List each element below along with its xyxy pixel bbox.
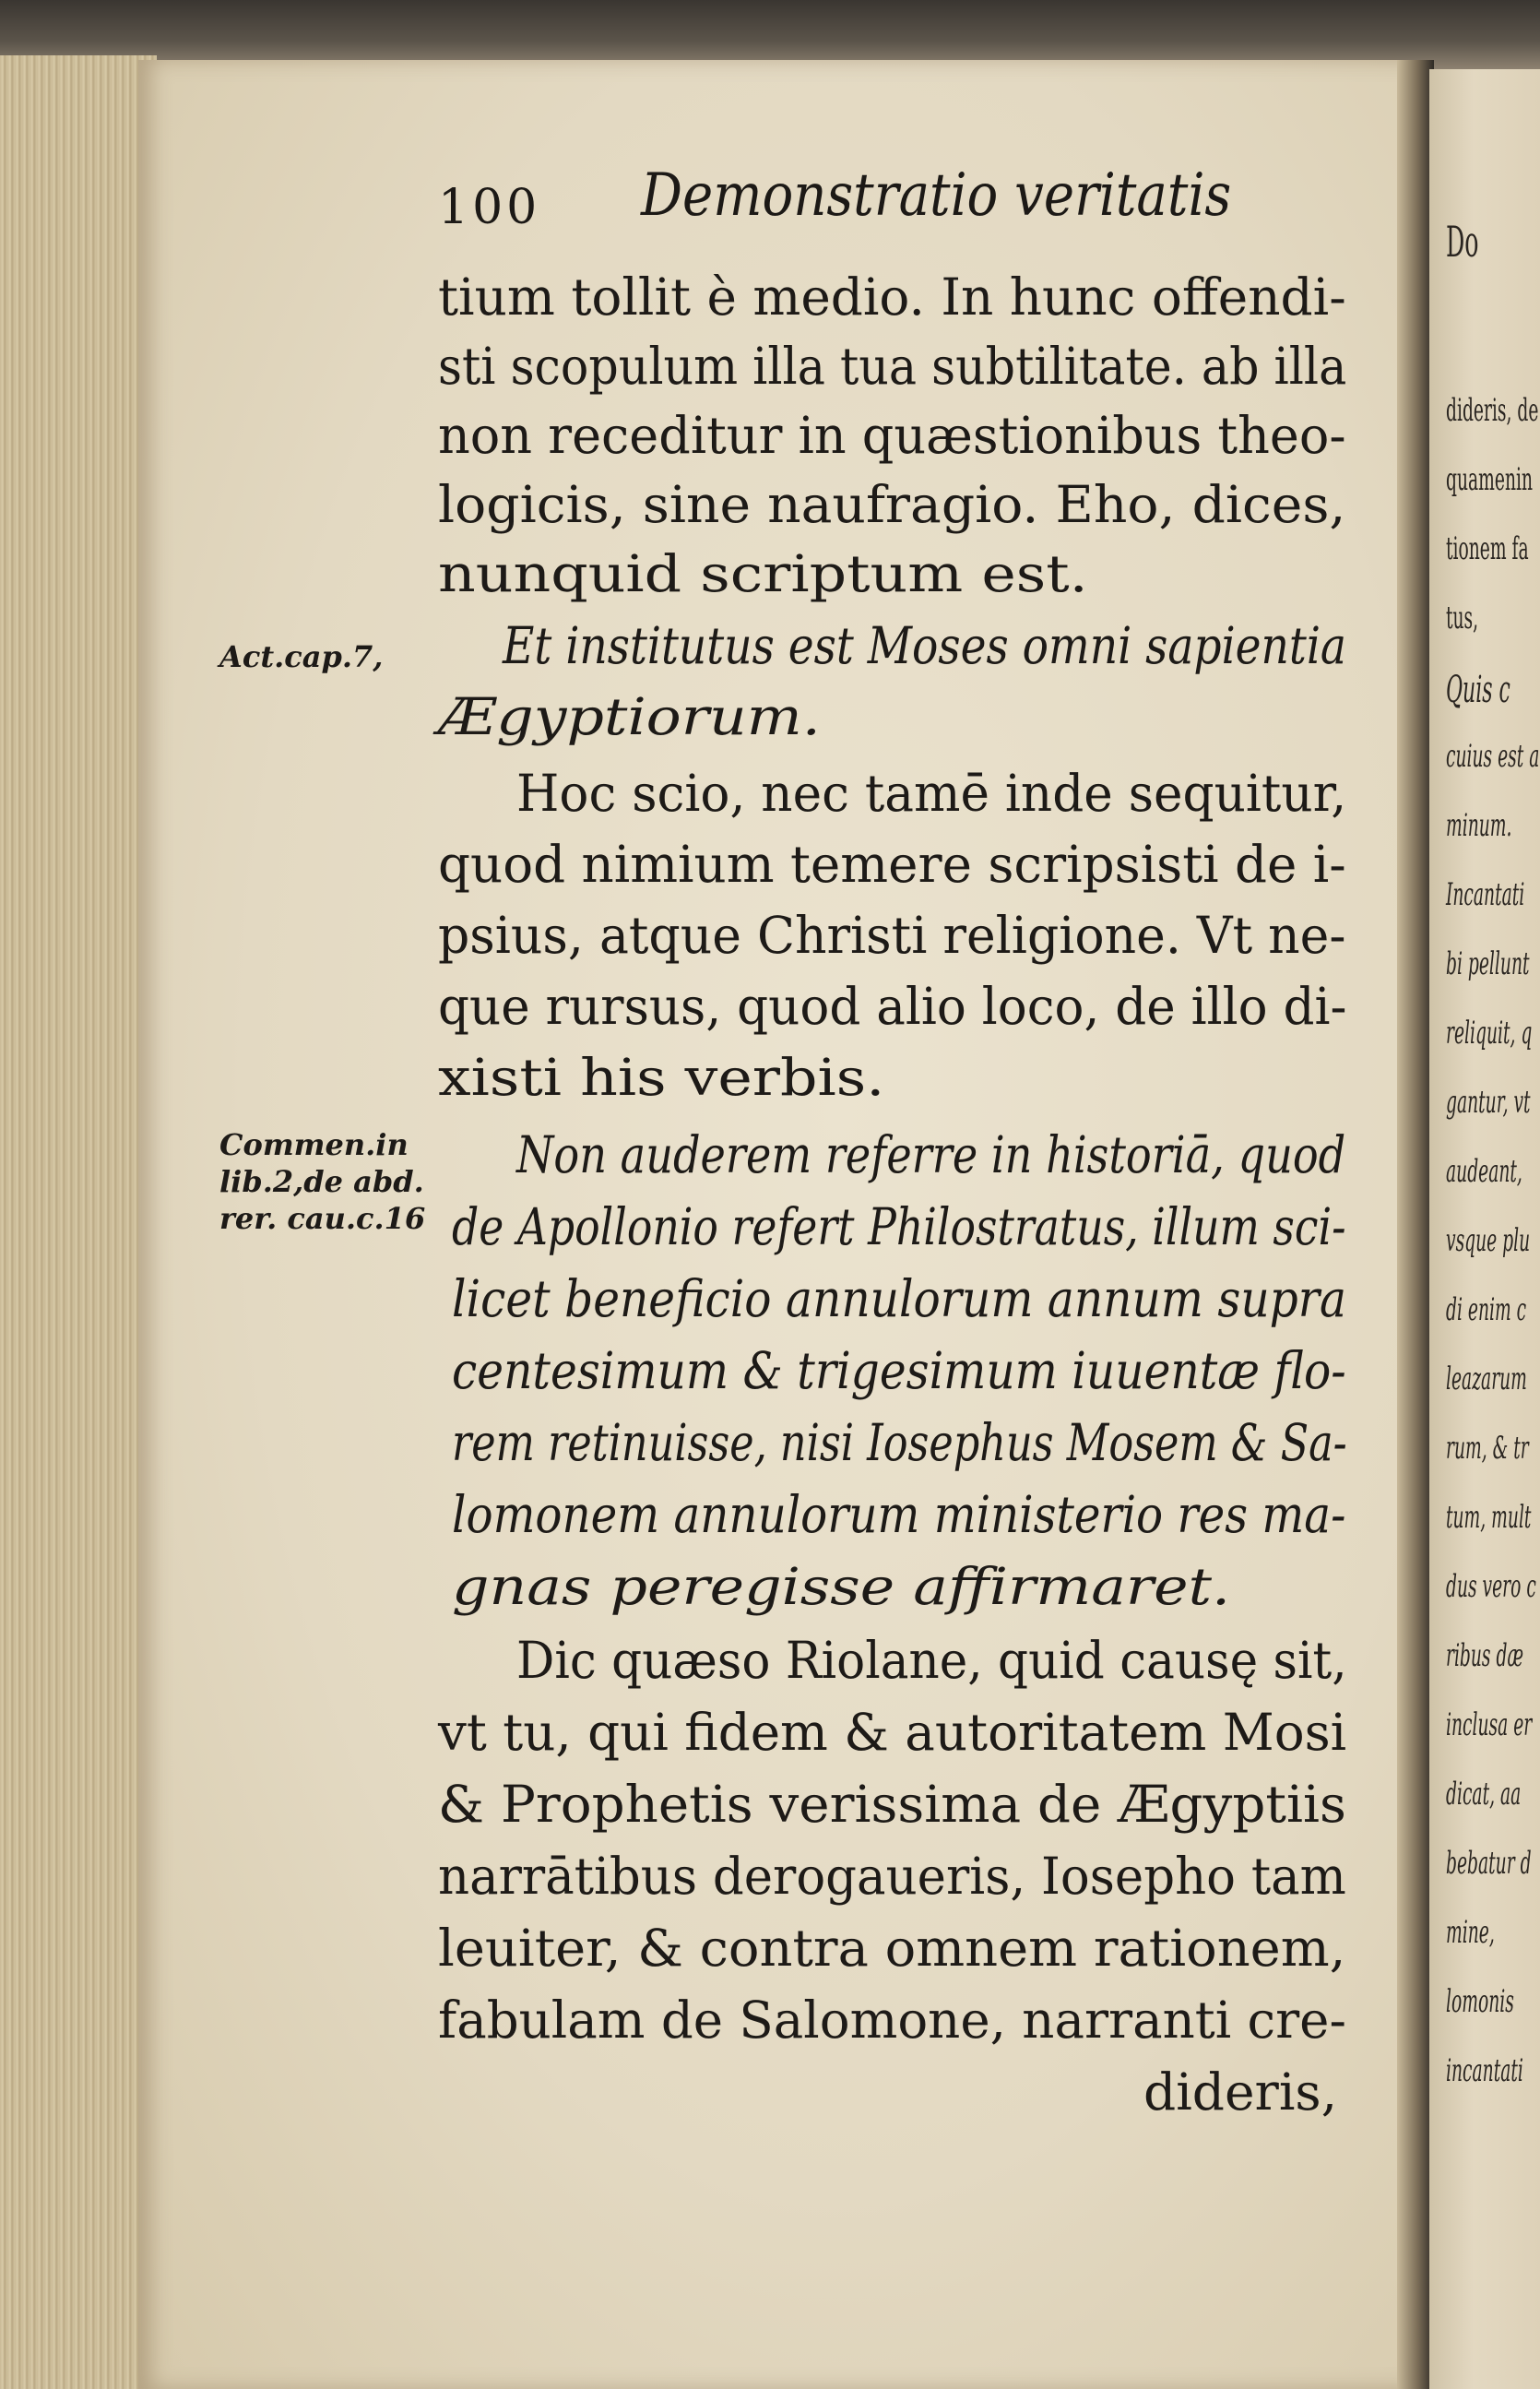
facing-line: inclusa er — [1446, 1706, 1533, 1743]
book-gutter — [1397, 60, 1434, 2389]
facing-line: lomonis — [1446, 1983, 1514, 2020]
facing-line: reliquit, q — [1446, 1015, 1533, 1052]
margin-note: rer. cau.c.16 — [219, 1201, 426, 1236]
text-line: & Prophetis verissima de Ægyptiis — [438, 1775, 1346, 1834]
facing-line: dideris, de — [1446, 392, 1539, 429]
margin-note: Commen.in — [219, 1127, 409, 1162]
text-line: vt tu, qui fidem & autoritatem Mosi — [438, 1703, 1347, 1762]
facing-line: di enim c — [1446, 1291, 1527, 1328]
text-line: leuiter, & contra omnem rationem, — [438, 1919, 1346, 1978]
text-line: non receditur in quæstionibus theo- — [438, 406, 1346, 465]
text-line: psius, atque Christi religione. Vt ne- — [438, 906, 1346, 965]
facing-line: Do — [1446, 217, 1479, 267]
quotation-line: lomonem annulorum ministerio res ma- — [452, 1485, 1346, 1544]
facing-line: incantati — [1446, 2052, 1523, 2089]
quotation-line: de Apollonio refert Philostratus, illum sci- — [452, 1197, 1346, 1256]
facing-line: audeant, — [1446, 1153, 1522, 1190]
text-line: logicis, sine naufragio. Eho, dices, — [438, 475, 1346, 534]
facing-line: mine, — [1446, 1914, 1495, 1951]
running-head: Demonstratio veritatis — [641, 161, 1232, 230]
facing-line: bebatur d — [1446, 1845, 1532, 1882]
margin-note: lib.2,de abd. — [219, 1164, 424, 1199]
quotation-line: gnas peregisse affirmaret. — [452, 1557, 1231, 1616]
margin-note: Act.cap.7, — [219, 639, 384, 674]
quotation-line: Non auderem referre in historiā, quod — [516, 1125, 1346, 1184]
text-line: fabulam de Salomone, narranti cre- — [438, 1991, 1346, 2050]
stacked-page-edges — [0, 55, 157, 2389]
text-line: dideris, — [1143, 2062, 1338, 2122]
facing-line: dus vero c — [1446, 1568, 1536, 1605]
text-line: Dic quæso Riolane, quid causę sit, — [516, 1631, 1347, 1690]
quotation-line: rem retinuisse, nisi Iosephus Mosem & Sa- — [452, 1413, 1347, 1472]
facing-line: minum. — [1446, 807, 1512, 844]
facing-line: cuius est a — [1446, 738, 1540, 775]
facing-line: vsque plu — [1446, 1222, 1531, 1259]
text-line: Hoc scio, nec tamē inde sequitur, — [516, 764, 1347, 823]
facing-line: ribus dæ — [1446, 1637, 1524, 1674]
quotation-line: Ægyptiorum. — [438, 687, 821, 746]
facing-line: tionem fa — [1446, 530, 1529, 567]
quotation-line: licet beneficio annulorum annum supra — [452, 1269, 1346, 1328]
facing-line: Incantati — [1446, 876, 1525, 913]
text-line: tium tollit è medio. In hunc offendi- — [438, 267, 1346, 327]
quotation-line: Et institutus est Moses omni sapientia — [503, 616, 1347, 675]
text-line: nunquid scriptum est. — [438, 544, 1088, 603]
text-line: narrātibus derogaueris, Iosepho tam — [438, 1847, 1346, 1906]
quotation-line: centesimum & trigesimum iuuentæ flo- — [452, 1341, 1346, 1400]
facing-line: Quis c — [1446, 669, 1510, 711]
text-line: sti scopulum illa tua subtilitate. ab illa — [438, 337, 1347, 396]
facing-line: leazarum — [1446, 1361, 1527, 1397]
facing-line: tus, — [1446, 600, 1479, 636]
facing-line: gantur, vt — [1446, 1084, 1531, 1121]
book-top-shadow — [0, 0, 1540, 69]
facing-line: rum, & tr — [1446, 1430, 1529, 1467]
facing-line: bi pellunt — [1446, 945, 1530, 982]
page-header — [438, 161, 1360, 244]
facing-line: quamenin — [1446, 461, 1534, 498]
text-line: xisti his verbis. — [438, 1048, 885, 1107]
facing-line: tum, mult — [1446, 1499, 1532, 1536]
page-number: 100 — [438, 180, 541, 235]
text-line: que rursus, quod alio loco, de illo di- — [438, 977, 1347, 1036]
recto-page-edge — [1429, 69, 1540, 2389]
facing-line: dicat, aa — [1446, 1776, 1522, 1813]
text-line: quod nimium temere scripsisti de i- — [438, 835, 1346, 894]
